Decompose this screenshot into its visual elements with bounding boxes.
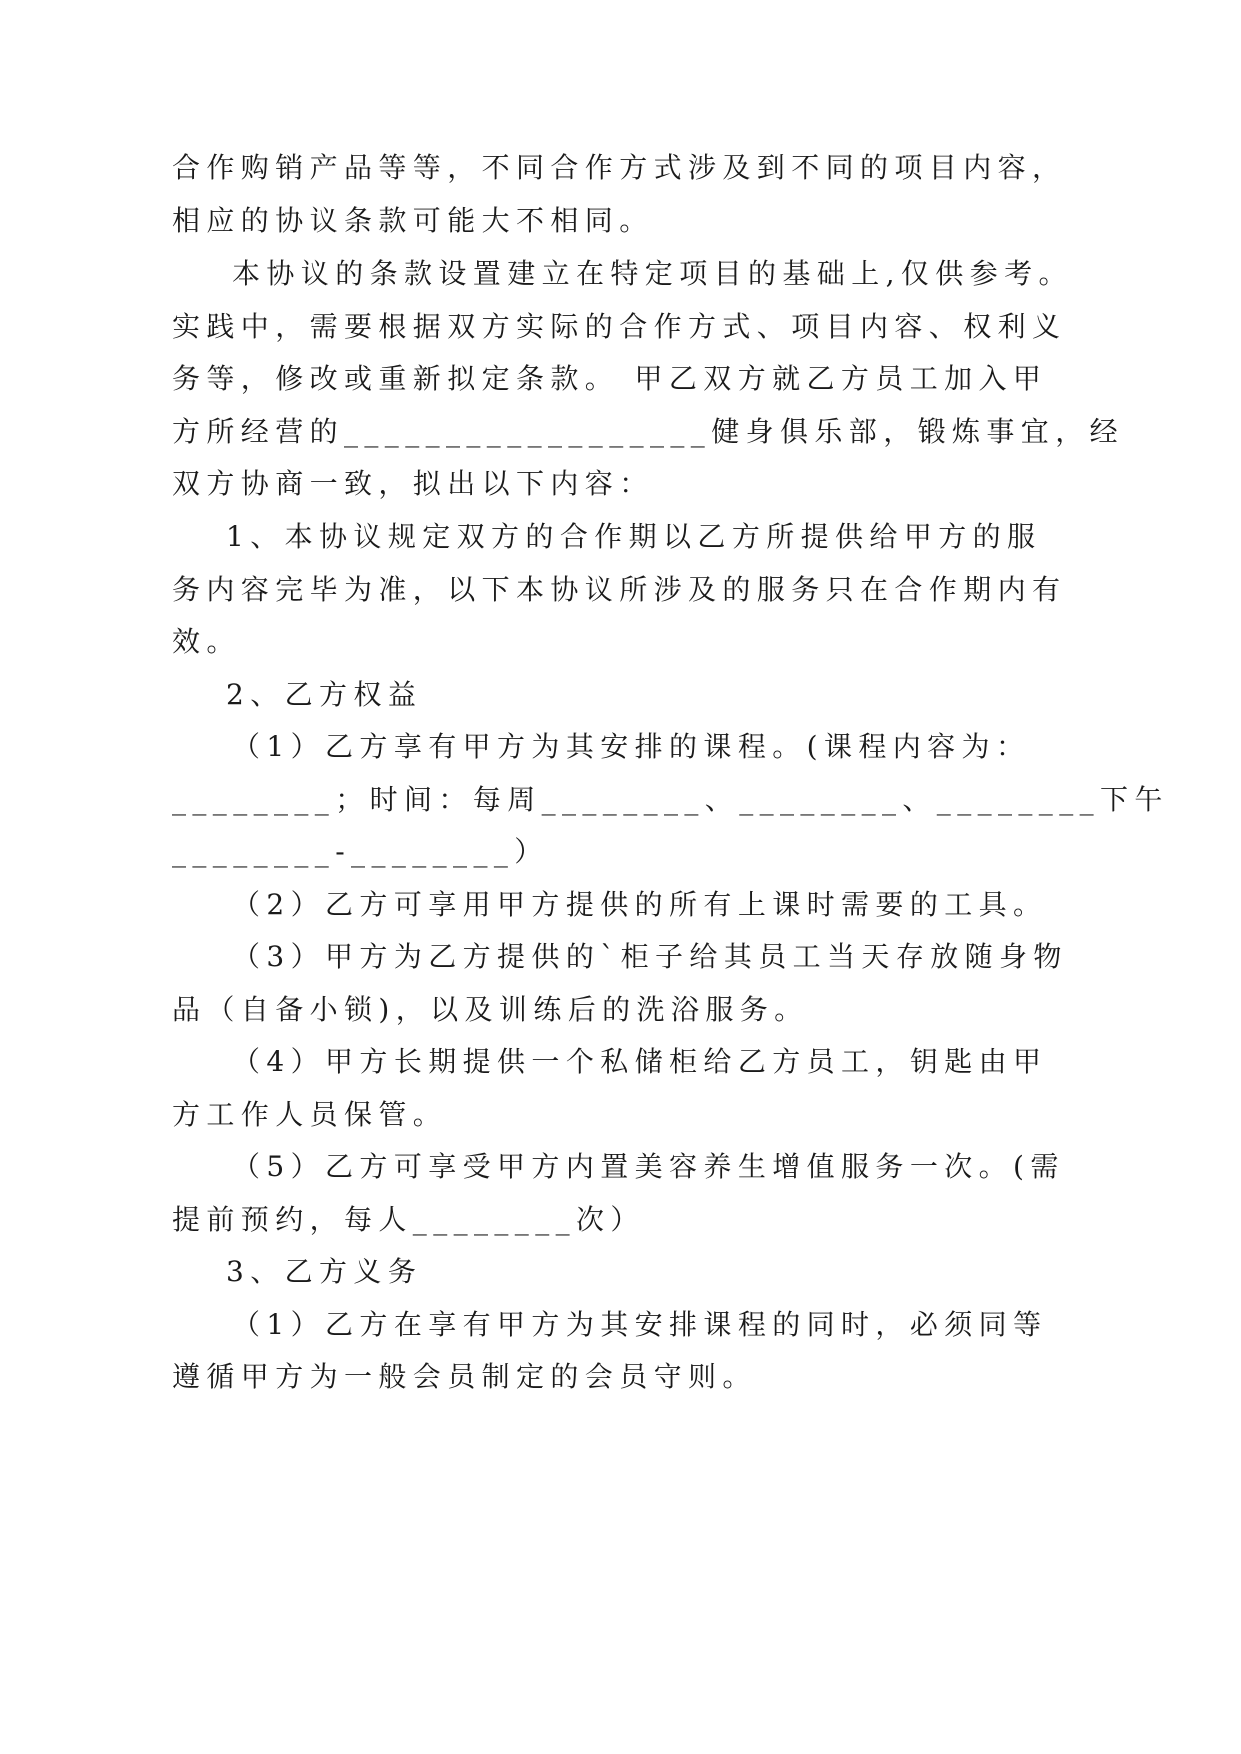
text-line: 方所经营的__________________健身俱乐部，锻炼事宜，经: [172, 415, 1125, 448]
text-line: 实践中，需要根据双方实际的合作方式、项目内容、权利义: [172, 310, 1067, 343]
text-line: 提前预约，每人________次）: [172, 1203, 645, 1236]
text-line: ________-________）: [172, 835, 549, 868]
text-line: （5）乙方可享受甲方内置美容养生增值服务一次。(需: [232, 1150, 1065, 1183]
text-line: 效。: [172, 625, 241, 658]
text-line: 本协议的条款设置建立在特定项目的基础上,仅供参考。: [232, 257, 1073, 290]
text-line: 品（自备小锁)，以及训练后的洗浴服务。: [172, 993, 809, 1026]
text-line: （1）乙方享有甲方为其安排的课程。(课程内容为：: [232, 730, 1031, 763]
text-line: ________；时间：每周________、________、________下午: [172, 783, 1169, 816]
text-line: （4）甲方长期提供一个私储柜给乙方员工，钥匙由甲: [232, 1045, 1048, 1078]
text-line: 3、乙方义务: [226, 1255, 423, 1288]
text-line: 相应的协议条款可能大不相同。: [172, 204, 654, 237]
text-line: 1、本协议规定双方的合作期以乙方所提供给甲方的服: [226, 520, 1042, 553]
text-line: 务内容完毕为准，以下本协议所涉及的服务只在合作期内有: [172, 573, 1067, 606]
text-line: 2、乙方权益: [226, 678, 423, 711]
text-line: 双方协商一致，拟出以下内容：: [172, 467, 654, 500]
text-line: （2）乙方可享用甲方提供的所有上课时需要的工具。: [232, 888, 1048, 921]
text-line: （1）乙方在享有甲方为其安排课程的同时，必须同等: [232, 1308, 1048, 1341]
text-line: 遵循甲方为一般会员制定的会员守则。: [172, 1360, 757, 1393]
text-line: （3）甲方为乙方提供的`柜子给其员工当天存放随身物: [232, 940, 1068, 973]
text-line: 合作购销产品等等，不同合作方式涉及到不同的项目内容，: [172, 151, 1067, 184]
text-line: 方工作人员保管。: [172, 1098, 448, 1131]
text-line: 务等，修改或重新拟定条款。 甲乙双方就乙方员工加入甲: [172, 362, 1048, 395]
